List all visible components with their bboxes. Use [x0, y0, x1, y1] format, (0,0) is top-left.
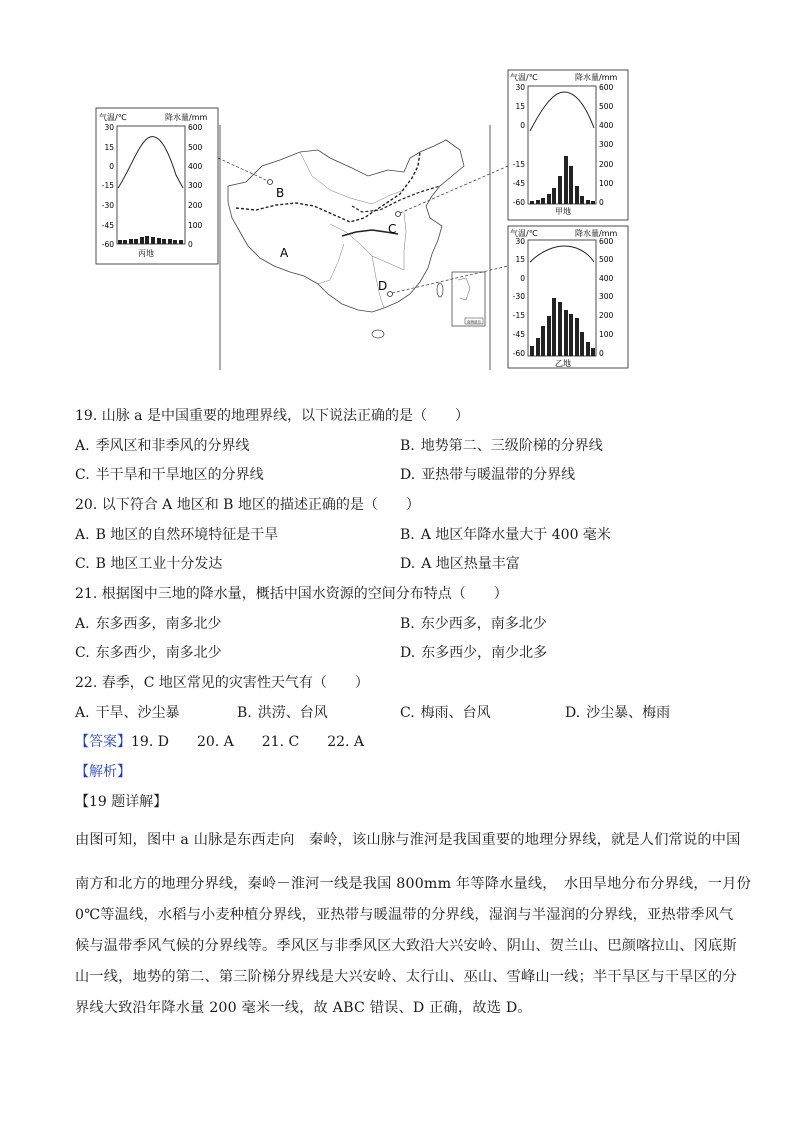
- option-label: B.: [400, 527, 415, 543]
- option-text: 东多西少，南多北少: [95, 645, 222, 661]
- question-19-stem: 19. 山脉 a 是中国重要的地理界线，以下说法正确的是（ ）: [75, 408, 469, 424]
- option-label: D.: [400, 645, 416, 661]
- option-text: 地势第二、三级阶梯的分界线: [420, 438, 603, 454]
- temp-tick: -45: [101, 221, 114, 230]
- question-21-stem: 21. 根据图中三地的降水量，概括中国水资源的空间分布特点（ ）: [75, 586, 508, 602]
- precip-tick: 500: [599, 102, 614, 111]
- question-22-option-c: [400, 703, 491, 723]
- option-label: C.: [75, 645, 90, 661]
- precip-axis-title: 降水量/mm: [165, 113, 208, 122]
- temp-axis-title: 气温/℃: [510, 73, 538, 82]
- question-22-option-a: [75, 703, 180, 723]
- option-text: A 地区热量丰富: [421, 556, 520, 572]
- china-map: [218, 125, 508, 370]
- temp-tick: 15: [515, 102, 525, 111]
- map-label-a: A: [280, 246, 289, 260]
- map-label-d: D: [378, 279, 388, 293]
- precip-tick: 500: [188, 143, 203, 152]
- precip-tick: 600: [599, 83, 614, 92]
- option-text: 半干旱和干旱地区的分界线: [95, 467, 264, 483]
- temp-tick: -45: [512, 330, 525, 339]
- temp-tick: -15: [512, 160, 525, 169]
- option-label: D.: [565, 705, 581, 721]
- option-text: 沙尘暴、梅雨: [586, 705, 671, 721]
- analysis-line: 0℃等温线，水稻与小麦种植分界线，亚热带与暖温带的分界线，湿润与半湿润的分界线，亚热带季风气: [75, 907, 734, 923]
- precip-tick: 400: [599, 121, 614, 130]
- answer-values: 19. D 20. A 21. C 22. A: [131, 734, 365, 750]
- option-text: 洪涝、台风: [257, 705, 328, 721]
- precip-tick: 0: [599, 349, 604, 358]
- analysis-line: 南方和北方的地理分界线，秦岭－淮河一线是我国 800mm 年等降水量线， 水田旱地分布分界线，一月份: [75, 876, 751, 892]
- analysis-line: 界线大致沿年降水量 200 毫米一线，故 ABC 错误、D 正确，故选 D。: [75, 1000, 532, 1016]
- temp-tick: -60: [512, 198, 525, 207]
- question-19-option-d: [400, 465, 575, 485]
- option-text: 季风区和非季风的分界线: [95, 438, 250, 454]
- chart-caption: 甲地: [555, 207, 571, 216]
- precip-tick: 0: [599, 198, 604, 207]
- temp-tick: -15: [512, 311, 525, 320]
- precip-tick: 100: [599, 179, 614, 188]
- option-label: A.: [75, 616, 90, 632]
- question-20-stem: 20. 以下符合 A 地区和 B 地区的描述正确的是（ ）: [75, 497, 420, 513]
- option-label: C.: [75, 556, 90, 572]
- question-19-option-b: [400, 436, 603, 456]
- question-20-option-b: [400, 525, 611, 545]
- option-text: 梅雨、台风: [420, 705, 491, 721]
- precip-tick: 300: [599, 140, 614, 149]
- temp-tick: -15: [101, 181, 114, 190]
- option-text: 东多西多，南多北少: [95, 616, 222, 632]
- temp-axis-title: 气温/℃: [510, 229, 538, 238]
- precip-tick: 100: [188, 221, 203, 230]
- geography-figure: [0, 0, 800, 380]
- precip-axis-title: 降水量/mm: [575, 229, 618, 238]
- temp-tick: 30: [104, 123, 114, 132]
- option-label: D.: [400, 467, 416, 483]
- question-21-option-c: [75, 643, 222, 663]
- question-22-option-d: [565, 703, 670, 723]
- temp-tick: 30: [515, 237, 525, 246]
- question-21-option-a: [75, 614, 222, 634]
- precip-axis-title: 降水量/mm: [575, 73, 618, 82]
- map-label-b: B: [276, 186, 285, 200]
- precip-tick: 200: [188, 201, 203, 210]
- option-text: B 地区的自然环境特征是干旱: [95, 527, 279, 543]
- map-label-c: C: [388, 222, 397, 236]
- temp-tick: 0: [109, 162, 114, 171]
- question-21-option-b: [400, 614, 547, 634]
- temp-axis-title: 气温/℃: [99, 113, 127, 122]
- temp-tick: 15: [104, 143, 114, 152]
- option-label: A.: [75, 705, 90, 721]
- temp-tick: 0: [520, 121, 525, 130]
- option-label: A.: [75, 527, 90, 543]
- precip-tick: 100: [599, 330, 614, 339]
- temp-tick: -60: [101, 240, 114, 249]
- temp-tick: -30: [512, 292, 525, 301]
- option-label: B.: [400, 616, 415, 632]
- temp-tick: -30: [101, 201, 114, 210]
- temp-tick: -45: [512, 179, 525, 188]
- temp-tick: -60: [512, 349, 525, 358]
- temp-tick: 15: [515, 255, 525, 264]
- analysis-line: 山一线，地势的第二、第三阶梯分界线是大兴安岭、太行山、巫山、雪峰山一线；半干旱区与干旱区的分: [75, 969, 737, 985]
- question-20-option-a: [75, 525, 278, 545]
- temp-tick: 30: [515, 83, 525, 92]
- chart-caption: 乙地: [555, 359, 571, 368]
- option-text: 亚热带与暖温带的分界线: [421, 467, 576, 483]
- answer-tag: 【答案】: [75, 734, 131, 750]
- option-text: 干旱、沙尘暴: [95, 705, 180, 721]
- precip-tick: 300: [188, 181, 203, 190]
- question-19-option-c: [75, 465, 264, 485]
- answer-line: [75, 732, 364, 752]
- question-20-option-c: [75, 554, 222, 574]
- option-label: A.: [75, 438, 90, 454]
- climate-chart-bing: [96, 108, 218, 264]
- option-text: 东少西多，南多北少: [420, 616, 547, 632]
- analysis-line: 由图可知，图中 a 山脉是东西走向 秦岭，该山脉与淮河是我国重要的地理分界线，就是人们常说的中国: [75, 832, 741, 848]
- precip-tick: 600: [188, 123, 203, 132]
- option-label: B.: [400, 438, 415, 454]
- question-22-stem: 22. 春季，C 地区常见的灾害性天气有（ ）: [75, 675, 369, 691]
- climate-chart-jia: [508, 70, 628, 220]
- option-text: A 地区年降水量大于 400 毫米: [420, 527, 611, 543]
- analysis-tag: 【解析】: [75, 764, 131, 780]
- precip-tick: 200: [599, 311, 614, 320]
- option-text: B 地区工业十分发达: [95, 556, 223, 572]
- precip-tick: 600: [599, 237, 614, 246]
- question-22-option-b: [237, 703, 328, 723]
- option-text: 东多西少，南少北多: [421, 645, 548, 661]
- option-label: C.: [400, 705, 415, 721]
- option-label: B.: [237, 705, 252, 721]
- option-label: C.: [75, 467, 90, 483]
- precip-tick: 300: [599, 292, 614, 301]
- option-label: D.: [400, 556, 416, 572]
- chart-caption: 丙地: [138, 249, 154, 258]
- climate-chart-yi: [508, 226, 628, 368]
- question-21-option-d: [400, 643, 547, 663]
- precip-tick: 0: [188, 240, 193, 249]
- precip-tick: 200: [599, 160, 614, 169]
- analysis-line: 候与温带季风气候的分界线等。季风区与非季风区大致沿大兴安岭、阴山、贺兰山、巴颜喀拉山、冈底斯: [75, 938, 737, 954]
- question-19-option-a: [75, 436, 250, 456]
- temp-tick: 0: [520, 274, 525, 283]
- precip-tick: 400: [599, 274, 614, 283]
- analysis-sub-heading: 【19 题详解】: [75, 794, 168, 810]
- inset-label: 南海诸岛: [467, 320, 481, 324]
- precip-tick: 400: [188, 162, 203, 171]
- question-20-option-d: [400, 554, 520, 574]
- precip-tick: 500: [599, 255, 614, 264]
